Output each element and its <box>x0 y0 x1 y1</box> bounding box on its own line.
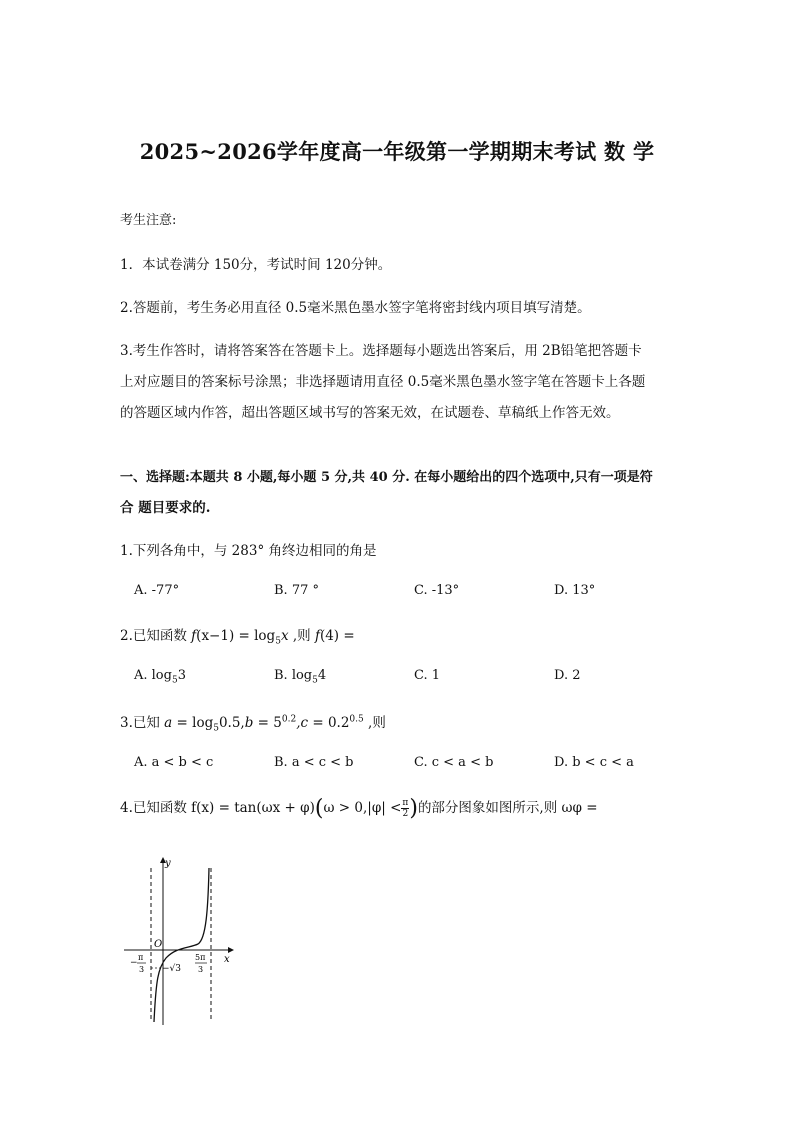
question-4-stem: 4.已知函数 f(x) = tan(ωx + φ)(ω > 0,|φ| < $\frac{\pi}{2}$ )的部分图象如图所示,则 ωφ = <box>120 796 598 821</box>
question-3-option-b: B. a < c < b <box>274 755 354 770</box>
notice-heading: 考生注意: <box>120 213 177 228</box>
left-tick-numerator: π <box>138 953 144 962</box>
exam-title: 2025~2026学年度高一年级第一学期期末考试 数 学 <box>139 139 655 164</box>
notice-item-2: 2.答题前，考生务必用直径 0.5毫米黑色墨水签字笔将密封线内项目填写清楚。 <box>120 300 591 316</box>
tangent-curve <box>154 868 209 1022</box>
question-1-option-c: C. -13° <box>414 583 460 598</box>
notice-item-3-line-2: 上对应题目的答案标号涂黑；非选择题请用直径 0.5毫米黑色墨水签字笔在答题卡上各题 <box>120 374 646 390</box>
right-tick-numerator: 5π <box>195 953 206 962</box>
question-3-option-a: A. a < b < c <box>134 755 214 770</box>
notice-item-3-line-1: 3.考生作答时，请将答案答在答题卡上。选择题每小题选出答案后，用 2B铅笔把答题卡 <box>120 343 642 359</box>
question-2-option-c: C. 1 <box>414 668 441 683</box>
question-2-stem: 2.已知函数 $f(x-1) = \log_5x$ ,则 f(4) = <box>120 628 355 647</box>
y-axis-label: y <box>165 858 171 869</box>
question-1-option-b: B. 77 ° <box>274 583 319 598</box>
question-3-option-c: C. c < a < b <box>414 755 494 770</box>
right-tick-denominator: 3 <box>198 965 204 974</box>
section-heading-line-2: 合 题目要求的. <box>120 500 211 516</box>
origin-label: O <box>154 939 163 950</box>
question-4-graph <box>120 850 240 1030</box>
question-2-option-a: A. $\log_53$ <box>134 668 186 686</box>
x-axis-label: x <box>224 954 230 965</box>
question-2-option-d: D. 2 <box>554 668 581 683</box>
question-1-option-d: D. 13° <box>554 583 596 598</box>
left-tick-sign: − <box>130 958 138 968</box>
intercept-label: −√3 <box>162 964 182 974</box>
question-1-option-a: A. -77° <box>134 583 180 598</box>
question-3-stem: 3.已知 $a = \log_50.5,b = 5^{0.2},c = 0.2^{0.5}$ ,则 <box>120 714 386 734</box>
question-2-option-b: B. $\log_54$ <box>274 668 327 686</box>
notice-item-1: 1．本试卷满分 150分，考试时间 120分钟。 <box>120 257 392 273</box>
left-tick-denominator: 3 <box>139 965 145 974</box>
section-heading-line-1: 一、选择题:本题共 8 小题,每小题 5 分,共 40 分. 在每小题给出的四个选项中,只有一项是符 <box>120 470 653 485</box>
question-3-option-d: D. b < c < a <box>554 755 634 770</box>
notice-item-3-line-3: 的答题区域内作答，超出答题区域书写的答案无效，在试题卷、草稿纸上作答无效。 <box>120 405 620 421</box>
question-1-stem: 1.下列各角中，与 283° 角终边相同的角是 <box>120 543 377 559</box>
